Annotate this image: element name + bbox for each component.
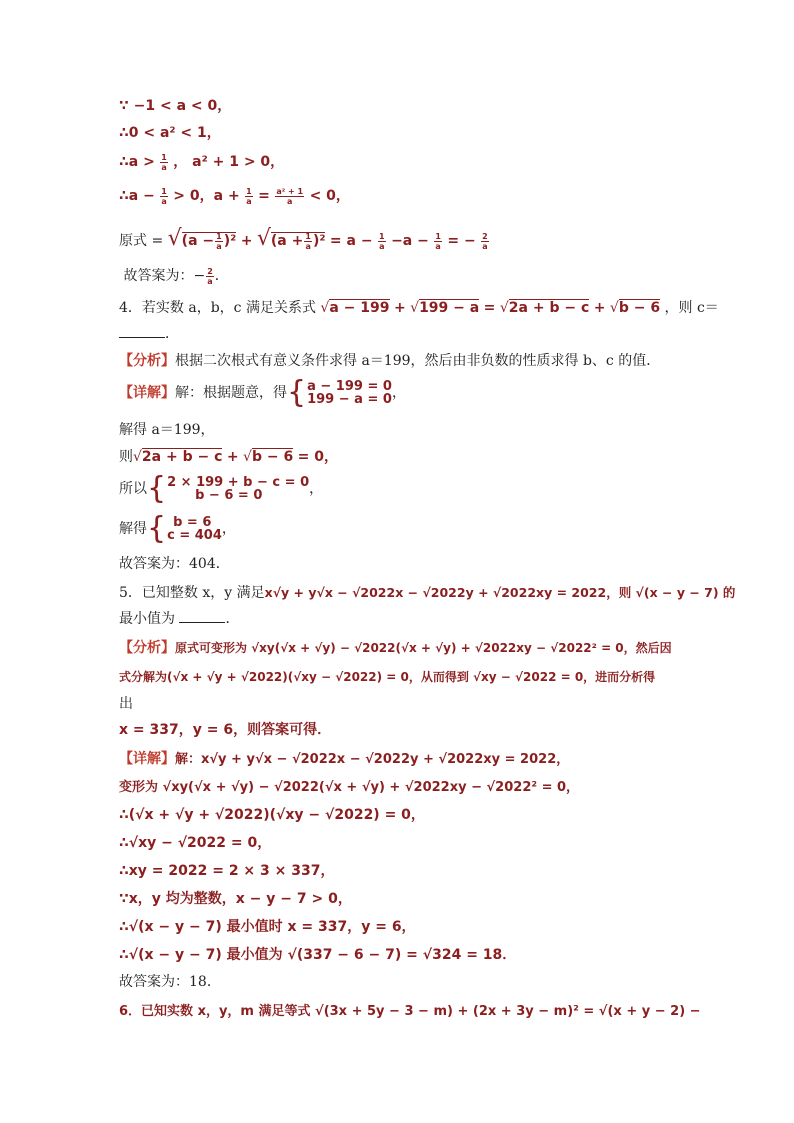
q5-detail-8: ∴√(x − y − 7) 最小值为 √(337 − 6 − 7) = √324 = 18． xyxy=(119,947,517,963)
q4-detail: 【详解】解：根据题意，得{ a − 199 = 0 199 − a = 0 ， xyxy=(119,375,406,410)
q5-detail-7: ∴√(x − y − 7) 最小值时 x = 337，y = 6， xyxy=(119,919,416,935)
fraction: $\frac{1}{a}$ xyxy=(246,186,252,206)
answer-blank xyxy=(119,325,165,338)
question-4-blank: ． xyxy=(119,324,679,344)
q5-analysis-1: 【分析】原式可变形为 √xy(√x + √y) − √2022(√x + √y) + √2022xy − √2022² = 0，然后因 xyxy=(119,640,672,656)
line-4: ∴a − $\frac{1}{a}$ > 0，a + $\frac{1}{a}$ = $\frac{\text{a² + 1}}{a}$ < 0， xyxy=(119,186,350,206)
q4-line-1: 解得 a＝199， xyxy=(119,422,215,438)
q5-detail-3: ∴(√x + √y + √2022)(√xy − √2022) = 0， xyxy=(119,807,425,823)
line-3: ∴a > $\frac{1}{a}$ ， a² + 1 > 0， xyxy=(119,152,285,172)
q5-detail-6: ∵x，y 均为整数，x − y − 7 > 0， xyxy=(119,891,352,907)
q5-analysis-4: x = 337，y = 6，则答案可得． xyxy=(119,722,332,738)
q5-detail-4: ∴√xy − √2022 = 0， xyxy=(119,835,272,851)
fraction: $\frac{\text{a² + 1}}{a}$ xyxy=(276,186,304,206)
q5-detail-5: ∴xy = 2022 = 2 × 3 × 337， xyxy=(119,863,335,879)
q5-analysis-2: 式分解为(√x + √y + √2022)(√xy − √2022) = 0，从而得到 √xy − √2022 = 0，进而分析得 xyxy=(119,670,656,684)
question-6: 6．已知实数 x，y，m 满足等式 √(3x + 5y − 3 − m) + (2x + 3y − m)² = √(x + y − 2) − xyxy=(119,1004,701,1019)
fraction: $\frac{1}{a}$ xyxy=(161,152,167,172)
answer-blank xyxy=(179,610,225,623)
q4-line-2: 则√2a + b − c + √b − 6 = 0， xyxy=(119,449,339,465)
q5-answer: 故答案为：18． xyxy=(119,974,221,990)
q4-line-4: 解得{ b = 6 c = 404 ， xyxy=(119,511,236,546)
line-2: ∴0 < a² < 1， xyxy=(119,125,221,141)
q5-analysis-3: 出 xyxy=(119,696,133,712)
q4-analysis: 【分析】根据二次根式有意义条件求得 a＝199，然后由非负数的性质求得 b、c 的值． xyxy=(119,353,661,369)
line-1: ∵ −1 < a < 0， xyxy=(119,98,232,114)
question-5-line-2: 最小值为 ． xyxy=(119,611,240,627)
line-5: 原式 = √(a − $\frac{1}{a}$ )² + √(a + $\frac{1}{a}$ )² = a − $\frac{1}{a}$ −a − $\frac{1}{a}$ = − $\frac{2}{a}$ xyxy=(119,226,488,251)
fraction: $\frac{1}{a}$ xyxy=(161,186,167,206)
question-4: 4．若实数 a，b，c 满足关系式 √a − 199 + √199 − a = √2a + b − c + √b − 6 ，则 c＝ xyxy=(119,300,719,316)
q4-line-3: 所以{ 2 × 199 + b − c = 0 b − 6 = 0 ， xyxy=(119,471,324,506)
line-6: 故答案为：− $\frac{2}{a}$ ． xyxy=(123,266,229,286)
q5-detail-2: 变形为 √xy(√x + √y) − √2022(√x + √y) + √2022xy − √2022² = 0， xyxy=(119,780,580,795)
question-5: 5．已知整数 x，y 满足x√y + y√x − √2022x − √2022y + √2022xy = 2022，则 √(x − y − 7) 的 xyxy=(119,585,736,601)
q4-answer: 故答案为：404． xyxy=(119,556,230,572)
q5-detail-1: 【详解】解：x√y + y√x − √2022x − √2022y + √2022xy = 2022， xyxy=(119,751,570,767)
